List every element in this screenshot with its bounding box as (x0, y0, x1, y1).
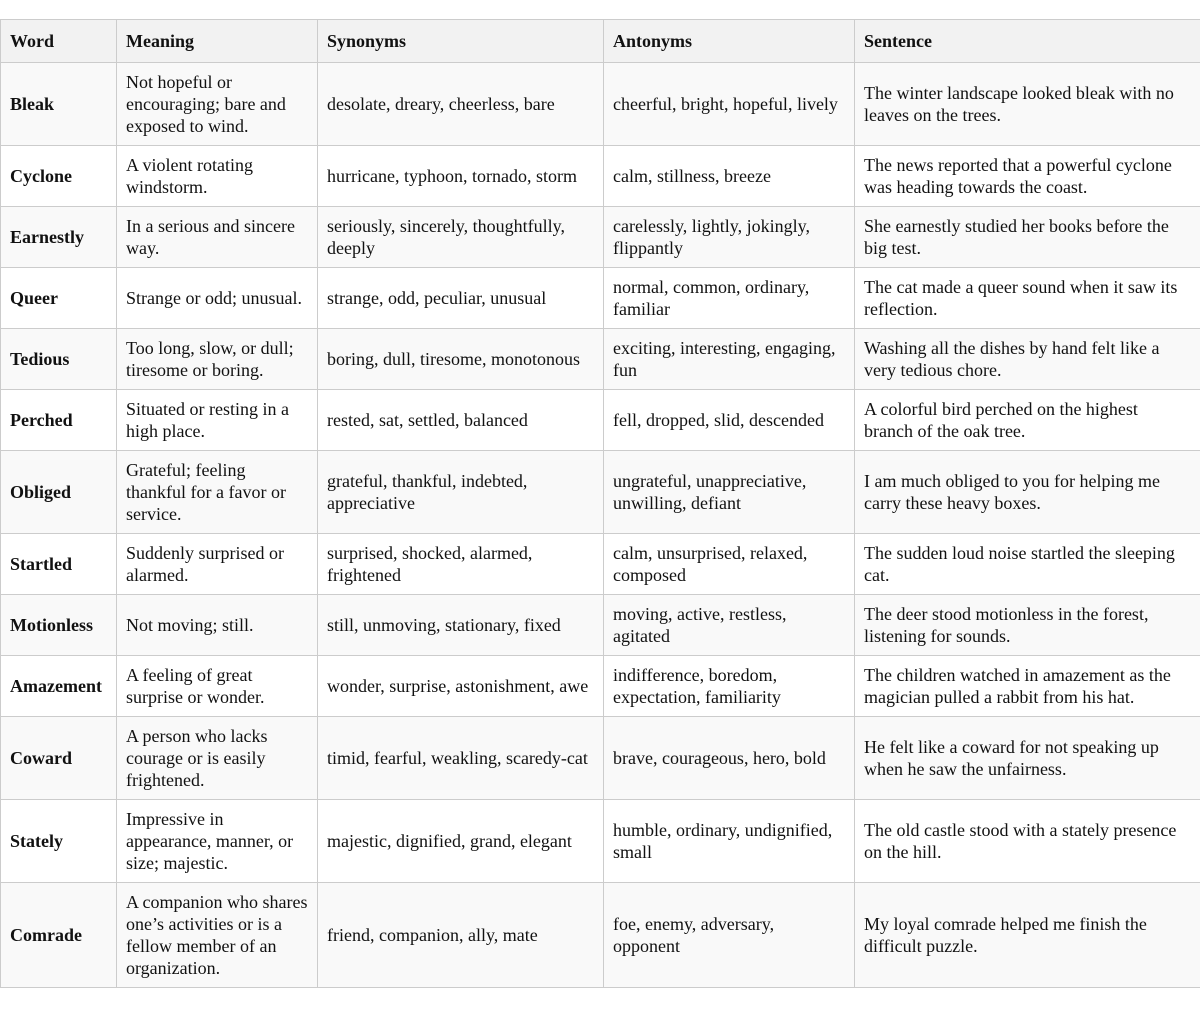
cell-word: Obliged (1, 451, 117, 534)
cell-sentence: He felt like a coward for not speaking up when he saw the unfairness. (855, 717, 1200, 800)
cell-antonyms: brave, courageous, hero, bold (604, 717, 855, 800)
cell-meaning: Not moving; still. (117, 595, 318, 656)
cell-antonyms: calm, unsurprised, relaxed, composed (604, 534, 855, 595)
table-row (1, 534, 1200, 595)
header-word: Word (1, 20, 117, 63)
table-row (1, 595, 1200, 656)
cell-synonyms: rested, sat, settled, balanced (318, 390, 604, 451)
table-row (1, 329, 1200, 390)
cell-meaning: Grateful; feeling thankful for a favor or service. (117, 451, 318, 534)
cell-sentence: The news reported that a powerful cyclone was heading towards the coast. (855, 146, 1200, 207)
cell-meaning: A person who lacks courage or is easily frightened. (117, 717, 318, 800)
cell-word: Tedious (1, 329, 117, 390)
vocabulary-table (0, 19, 1200, 988)
cell-word: Queer (1, 268, 117, 329)
cell-word: Coward (1, 717, 117, 800)
cell-sentence: A colorful bird perched on the highest branch of the oak tree. (855, 390, 1200, 451)
table-header (1, 20, 1200, 63)
cell-antonyms: moving, active, restless, agitated (604, 595, 855, 656)
cell-sentence: My loyal comrade helped me finish the difficult puzzle. (855, 883, 1200, 988)
table-row (1, 390, 1200, 451)
cell-meaning: Not hopeful or encouraging; bare and exposed to wind. (117, 63, 318, 146)
cell-sentence: The old castle stood with a stately presence on the hill. (855, 800, 1200, 883)
cell-synonyms: desolate, dreary, cheerless, bare (318, 63, 604, 146)
cell-synonyms: still, unmoving, stationary, fixed (318, 595, 604, 656)
cell-meaning: A feeling of great surprise or wonder. (117, 656, 318, 717)
table-row (1, 207, 1200, 268)
cell-sentence: The deer stood motionless in the forest, listening for sounds. (855, 595, 1200, 656)
cell-word: Earnestly (1, 207, 117, 268)
cell-meaning: Situated or resting in a high place. (117, 390, 318, 451)
table-row (1, 883, 1200, 988)
cell-meaning: Too long, slow, or dull; tiresome or boring. (117, 329, 318, 390)
header-meaning: Meaning (117, 20, 318, 63)
cell-synonyms: wonder, surprise, astonishment, awe (318, 656, 604, 717)
cell-antonyms: humble, ordinary, undignified, small (604, 800, 855, 883)
cell-sentence: The children watched in amazement as the magician pulled a rabbit from his hat. (855, 656, 1200, 717)
cell-antonyms: fell, dropped, slid, descended (604, 390, 855, 451)
cell-synonyms: majestic, dignified, grand, elegant (318, 800, 604, 883)
cell-synonyms: seriously, sincerely, thoughtfully, deeply (318, 207, 604, 268)
cell-meaning: Strange or odd; unusual. (117, 268, 318, 329)
vocabulary-table-container (0, 19, 1200, 988)
table-row (1, 451, 1200, 534)
cell-sentence: The winter landscape looked bleak with no leaves on the trees. (855, 63, 1200, 146)
cell-meaning: A violent rotating windstorm. (117, 146, 318, 207)
cell-sentence: Washing all the dishes by hand felt like a very tedious chore. (855, 329, 1200, 390)
cell-synonyms: surprised, shocked, alarmed, frightened (318, 534, 604, 595)
table-row (1, 800, 1200, 883)
table-row (1, 63, 1200, 146)
cell-word: Amazement (1, 656, 117, 717)
cell-synonyms: grateful, thankful, indebted, appreciative (318, 451, 604, 534)
cell-meaning: Impressive in appearance, manner, or size; majestic. (117, 800, 318, 883)
cell-word: Motionless (1, 595, 117, 656)
cell-word: Startled (1, 534, 117, 595)
cell-antonyms: ungrateful, unappreciative, unwilling, defiant (604, 451, 855, 534)
cell-word: Stately (1, 800, 117, 883)
cell-antonyms: carelessly, lightly, jokingly, flippantly (604, 207, 855, 268)
table-row (1, 146, 1200, 207)
header-antonyms: Antonyms (604, 20, 855, 63)
cell-antonyms: calm, stillness, breeze (604, 146, 855, 207)
table-row (1, 656, 1200, 717)
cell-synonyms: friend, companion, ally, mate (318, 883, 604, 988)
cell-sentence: The sudden loud noise startled the sleeping cat. (855, 534, 1200, 595)
cell-antonyms: exciting, interesting, engaging, fun (604, 329, 855, 390)
table-row (1, 717, 1200, 800)
cell-antonyms: foe, enemy, adversary, opponent (604, 883, 855, 988)
header-row (1, 20, 1200, 63)
cell-synonyms: boring, dull, tiresome, monotonous (318, 329, 604, 390)
cell-meaning: A companion who shares one’s activities or is a fellow member of an organization. (117, 883, 318, 988)
cell-word: Comrade (1, 883, 117, 988)
cell-word: Perched (1, 390, 117, 451)
header-sentence: Sentence (855, 20, 1200, 63)
cell-sentence: I am much obliged to you for helping me carry these heavy boxes. (855, 451, 1200, 534)
cell-sentence: She earnestly studied her books before the big test. (855, 207, 1200, 268)
cell-antonyms: cheerful, bright, hopeful, lively (604, 63, 855, 146)
table-row (1, 268, 1200, 329)
cell-synonyms: hurricane, typhoon, tornado, storm (318, 146, 604, 207)
cell-antonyms: indifference, boredom, expectation, familiarity (604, 656, 855, 717)
cell-word: Cyclone (1, 146, 117, 207)
cell-antonyms: normal, common, ordinary, familiar (604, 268, 855, 329)
cell-meaning: Suddenly surprised or alarmed. (117, 534, 318, 595)
header-synonyms: Synonyms (318, 20, 604, 63)
cell-meaning: In a serious and sincere way. (117, 207, 318, 268)
cell-synonyms: strange, odd, peculiar, unusual (318, 268, 604, 329)
table-body (1, 63, 1200, 988)
cell-synonyms: timid, fearful, weakling, scaredy-cat (318, 717, 604, 800)
cell-word: Bleak (1, 63, 117, 146)
cell-sentence: The cat made a queer sound when it saw its reflection. (855, 268, 1200, 329)
